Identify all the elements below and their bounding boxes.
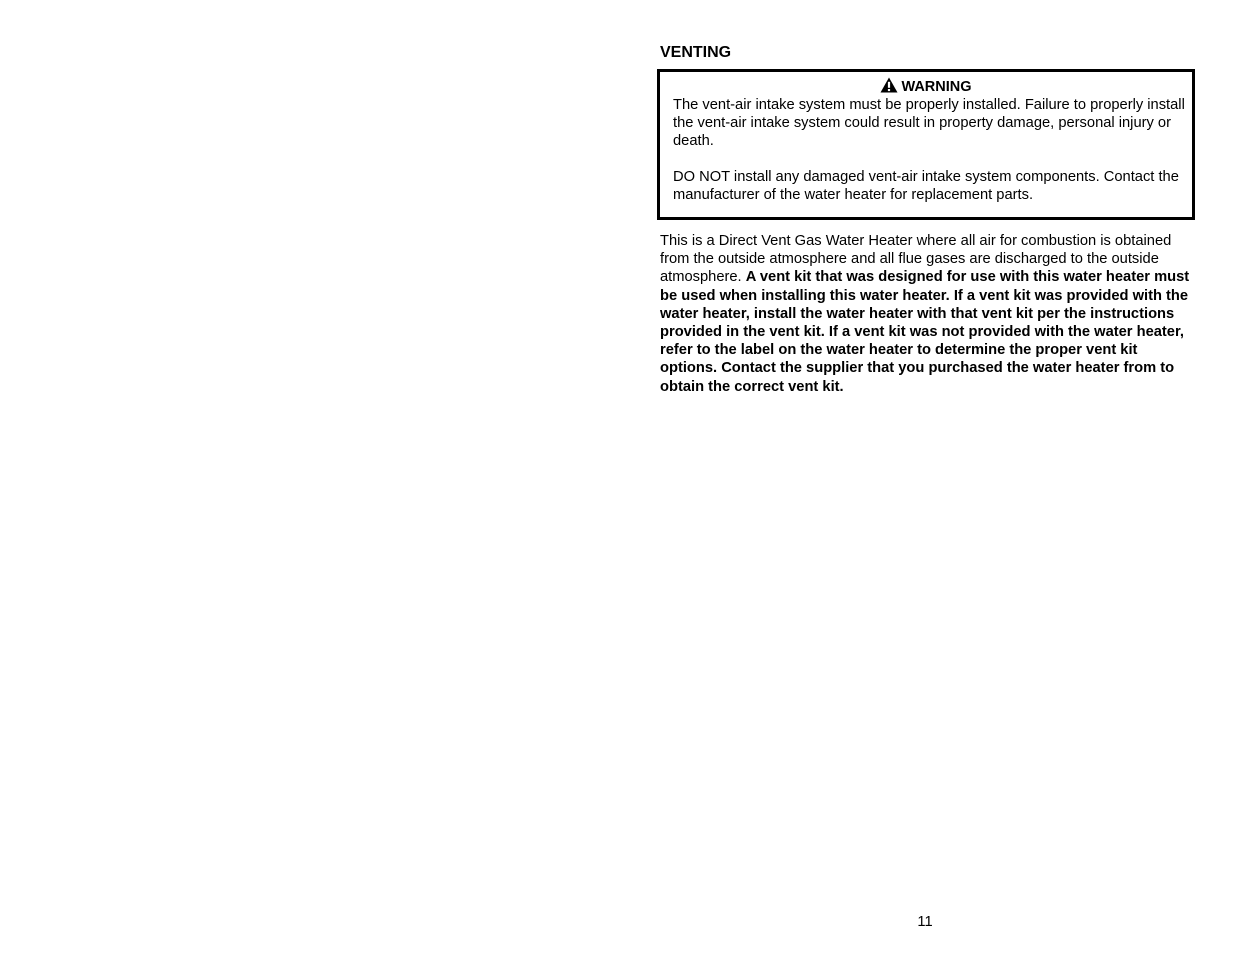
body-intro-text: This is a Direct Vent Gas Water Heater where all air for combustion is obtained from the outside atmosphere and all flue gases are discharged to the outside atmosphere. — [660, 233, 1172, 286]
warning-triangle-icon — [880, 77, 898, 97]
body-emphasis-text: A vent kit that was designed for use with this water heater must be used when installing this water heater. If a vent kit was provided with the water heater, install the water heater with that vent kit per the instructions provided in the vent kit. If a vent kit was not provided with the water heater, refer to the label on the water heater to determine the proper vent kit options. Contact the supplier that you purchased the water heater from to obtain the correct vent kit. — [660, 269, 1190, 395]
warning-paragraph-1: The vent-air intake system must be properly installed. Failure to properly install the vent-air intake system could result in property damage, personal injury or death. — [673, 97, 1185, 149]
warning-paragraph-2: DO NOT install any damaged vent-air intake system components. Contact the manufacturer of the water heater for replacement parts. — [673, 169, 1179, 203]
venting-body-paragraph — [660, 232, 1195, 396]
section-heading: VENTING — [660, 44, 732, 61]
warning-header — [660, 77, 1192, 97]
warning-box — [657, 69, 1195, 220]
warning-label: WARNING — [901, 79, 972, 95]
page-number: 11 — [917, 914, 933, 930]
